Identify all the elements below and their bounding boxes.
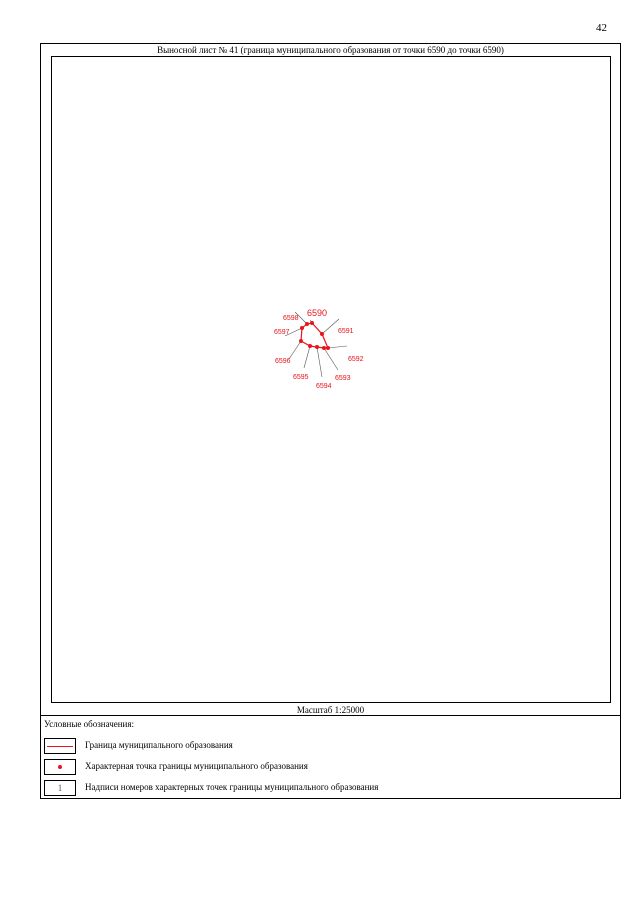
legend-text-label: Надписи номеров характерных точек границы муниципального образования [85, 782, 379, 792]
boundary-point-6590 [310, 321, 314, 325]
boundary-point-6598 [305, 322, 309, 326]
leader-line-6592 [328, 346, 347, 348]
point-label-6596: 6596 [275, 358, 291, 365]
map-frame [51, 56, 611, 703]
boundary-point-6591 [320, 332, 324, 336]
label-symbol [44, 780, 76, 796]
leader-line-6591 [322, 319, 339, 334]
number-label-icon: 1 [57, 783, 63, 793]
boundary-line [301, 323, 328, 348]
boundary-point-6594 [315, 345, 319, 349]
legend-text-boundary: Граница муниципального образования [85, 740, 233, 750]
leader-line-6596 [289, 341, 301, 359]
boundary-point-6597 [300, 326, 304, 330]
legend-item-point [44, 759, 604, 775]
legend-item-boundary [44, 738, 604, 754]
boundary-point-6596 [299, 339, 303, 343]
point-label-6597: 6597 [274, 329, 290, 336]
boundary-point-6595 [308, 344, 312, 348]
leader-line-6594 [317, 347, 322, 377]
red-point-icon [58, 765, 62, 769]
point-label-6590: 6590 [307, 308, 328, 318]
legend-item-label [44, 780, 604, 796]
boundary-point-6592 [326, 346, 330, 350]
scale-label: Масштаб 1:25000 [296, 705, 365, 715]
point-symbol [44, 759, 76, 775]
sheet-title: Выносной лист № 41 (граница муниципального образования от точки 6590 до точки 6590) [157, 45, 504, 55]
leader-line-6593 [324, 348, 338, 370]
point-label-6593: 6593 [335, 375, 351, 382]
leader-line-6595 [304, 346, 310, 368]
page-number: 42 [596, 22, 607, 34]
red-line-icon [47, 746, 73, 747]
point-label-6592: 6592 [348, 356, 364, 363]
legend [41, 715, 620, 800]
point-label-6591: 6591 [338, 328, 354, 335]
boundary-point-6593 [322, 346, 326, 350]
boundary-map [52, 57, 610, 702]
map-sheet [40, 43, 621, 799]
point-label-6595: 6595 [293, 374, 309, 381]
point-label-6598: 6598 [283, 315, 299, 322]
point-label-6594: 6594 [316, 383, 332, 390]
legend-text-point: Характерная точка границы муниципального образования [85, 761, 308, 771]
legend-title: Условные обозначения: [44, 719, 135, 729]
boundary-line-symbol [44, 738, 76, 754]
